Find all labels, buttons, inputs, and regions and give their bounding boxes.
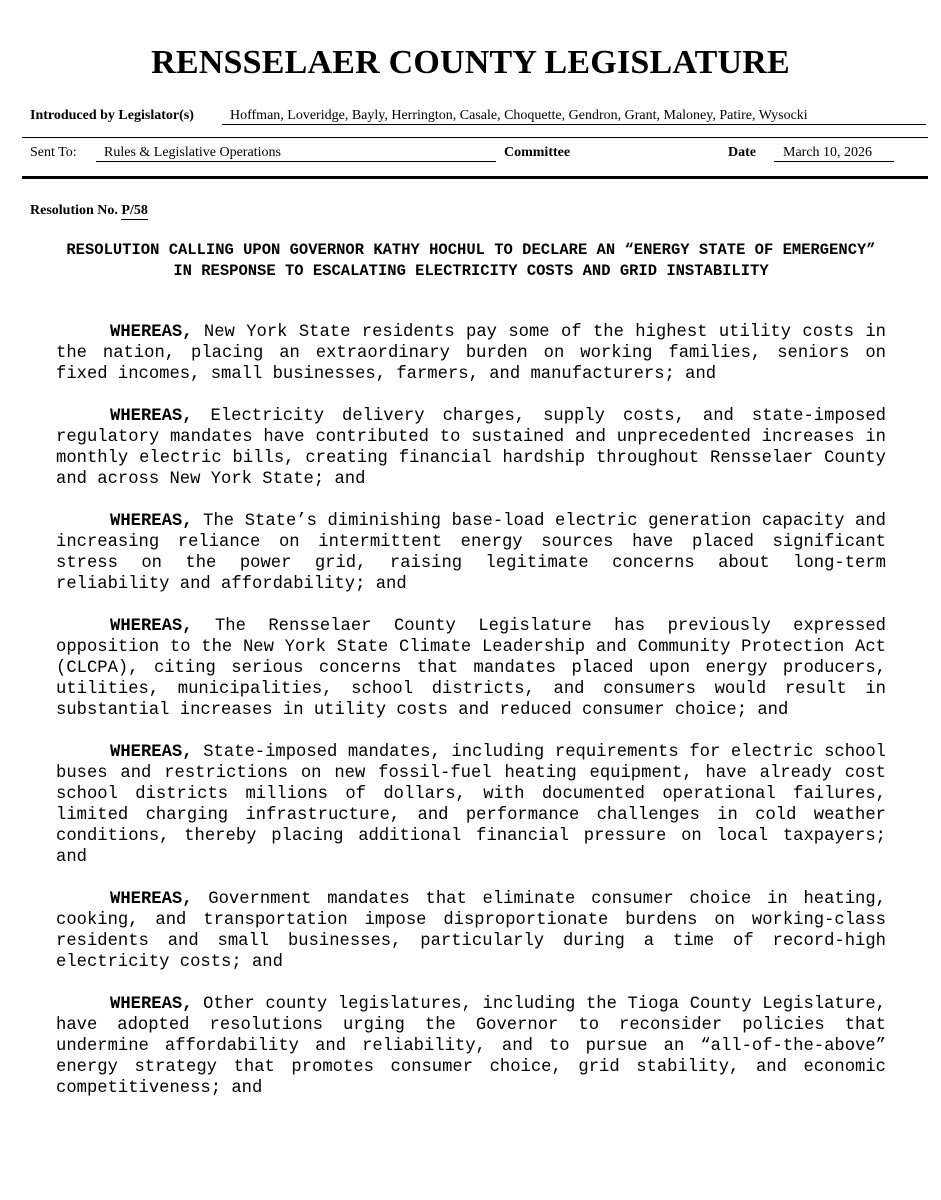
sent-to-field	[96, 145, 496, 162]
resolution-number-value: P/58	[121, 203, 148, 218]
whereas-text: The State’s diminishing base-load electric generation capacity and increasing reliance on intermittent energy sources have placed significant stress on the power grid, raising legitimate concerns about long-term reliability and affordability; and	[56, 512, 886, 594]
whereas-paragraph	[56, 322, 886, 385]
introduced-by-value: Hoffman, Loveridge, Bayly, Herrington, Casale, Choquette, Gendron, Grant, Maloney, Patire, Wysocki	[230, 108, 808, 123]
whereas-paragraph	[56, 511, 886, 595]
page-title: RENSSELAER COUNTY LEGISLATURE	[151, 44, 790, 81]
whereas-keyword: WHEREAS,	[110, 890, 193, 909]
whereas-text: Government mandates that eliminate consumer choice in heating, cooking, and transportation impose disproportionate burdens on working-class residents and small businesses, particularly during a time of record-high electricity costs; and	[56, 890, 886, 972]
whereas-text: The Rensselaer County Legislature has previously expressed opposition to the New York State Climate Leadership and Community Protection Act (CLCPA), citing serious concerns that mandates placed upon energy producers, utilities, municipalities, school districts, and consumers would result in substantial increases in utility costs and reduced consumer choice; and	[56, 617, 886, 720]
whereas-paragraph	[56, 742, 886, 868]
whereas-text: Electricity delivery charges, supply costs, and state-imposed regulatory mandates have contributed to sustained and unprecedented increases in monthly electric bills, creating financial hardship throughout Rensselaer County and across New York State; and	[56, 407, 886, 489]
introduced-by-row	[30, 108, 194, 124]
date-field	[774, 145, 894, 162]
sent-to-value: Rules & Legislative Operations	[104, 145, 281, 160]
date-label: Date	[728, 145, 756, 160]
whereas-keyword: WHEREAS,	[110, 512, 193, 531]
header-divider-thin	[22, 137, 928, 138]
whereas-keyword: WHEREAS,	[110, 995, 193, 1014]
resolution-number-label: Resolution No.	[30, 203, 118, 218]
whereas-text: State-imposed mandates, including requirements for electric school buses and restrictions on new fossil-fuel heating equipment, have already cost school districts millions of dollars, with documented operational failures, limited charging infrastructure, and performance challenges in cold weather conditions, thereby placing additional financial pressure on local taxpayers; and	[56, 743, 886, 867]
whereas-text: New York State residents pay some of the highest utility costs in the nation, placing an extraordinary burden on working families, seniors on fixed incomes, small businesses, farmers, and manufacturers; and	[56, 323, 887, 384]
whereas-keyword: WHEREAS,	[110, 743, 193, 762]
resolution-body	[56, 322, 886, 1120]
whereas-paragraph	[56, 406, 886, 490]
resolution-number	[30, 203, 148, 220]
introduced-by-label: Introduced by Legislator(s)	[30, 108, 194, 123]
sent-to-label: Sent To:	[30, 145, 77, 160]
whereas-keyword: WHEREAS,	[110, 617, 193, 636]
whereas-keyword: WHEREAS,	[110, 323, 193, 342]
resolution-heading: RESOLUTION CALLING UPON GOVERNOR KATHY HOCHUL TO DECLARE AN “ENERGY STATE OF EMERGENCY” IN RESPONSE TO ESCALATING ELECTRICITY COSTS AND GRID INSTABILITY	[66, 241, 876, 280]
introduced-by-field	[222, 108, 926, 125]
whereas-text: Other county legislatures, including the Tioga County Legislature, have adopted resolutions urging the Governor to reconsider policies that undermine affordability and reliability, and to pursue an “all-of-the-above” energy strategy that promotes consumer choice, grid stability, and economic competitiveness; and	[56, 995, 886, 1098]
whereas-paragraph	[56, 994, 886, 1099]
whereas-paragraph	[56, 889, 886, 973]
whereas-paragraph	[56, 616, 886, 721]
date-value: March 10, 2026	[783, 145, 873, 160]
whereas-keyword: WHEREAS,	[110, 407, 193, 426]
committee-label: Committee	[504, 145, 571, 160]
header-divider-thick	[22, 176, 928, 179]
